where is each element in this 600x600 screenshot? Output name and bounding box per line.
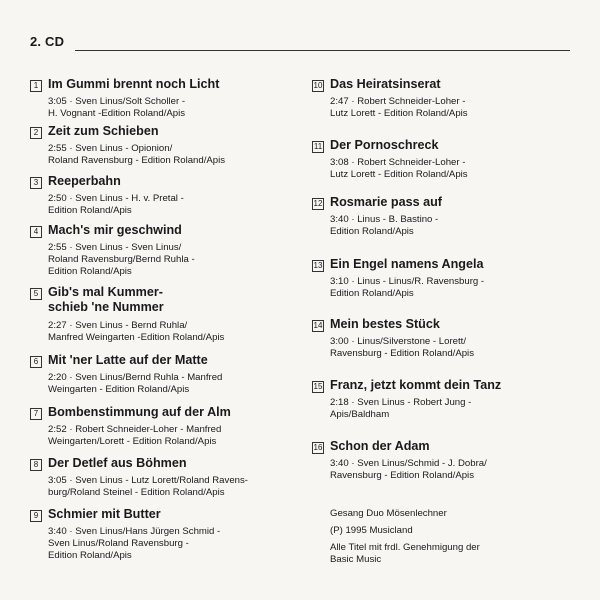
track-number: 3 [30, 177, 42, 189]
track-title: Der Detlef aus Böhmen [48, 456, 187, 470]
track-number: 6 [30, 356, 42, 368]
track-credits: 2:55 · Sven Linus - Opionion/ Roland Ravensburg - Edition Roland/Apis [48, 143, 226, 166]
cd-header [30, 34, 570, 56]
footer-copyright: (P) 1995 Musicland [330, 525, 413, 536]
footer-notes [330, 508, 480, 566]
track-title: Reeperbahn [48, 174, 121, 188]
track-number: 8 [30, 459, 42, 471]
track-number: 13 [313, 261, 323, 270]
footer-vocals: Gesang Duo Mösenlechner [330, 508, 447, 519]
track-credits: 2:18 · Sven Linus - Robert Jung - Apis/Baldham [330, 397, 472, 420]
track-number: 9 [30, 510, 42, 522]
track-credits: 3:40 · Sven Linus/Hans Jürgen Schmid - Sven Linus/Roland Ravensburg - Edition Roland/Apis [48, 526, 221, 561]
track-number: 2 [30, 127, 42, 139]
track-title: Schmier mit Butter [48, 507, 161, 521]
track-title: Mein bestes Stück [330, 317, 440, 331]
track-credits: 2:50 · Sven Linus - H. v. Pretal - Edition Roland/Apis [48, 193, 184, 216]
track-credits: 2:55 · Sven Linus - Sven Linus/ Roland Ravensburg/Bernd Ruhla - Edition Roland/Apis [48, 242, 195, 277]
track-title: Schon der Adam [330, 439, 430, 453]
track-title: Franz, jetzt kommt dein Tanz [330, 378, 502, 392]
track-number: 14 [313, 321, 323, 330]
track-number: 1 [30, 80, 42, 92]
track-number: 4 [30, 226, 42, 238]
track-number: 10 [313, 81, 323, 90]
track-credits: 3:08 · Robert Schneider-Loher - Lutz Lorett - Edition Roland/Apis [330, 157, 468, 180]
track-credits: 2:52 · Robert Schneider-Loher - Manfred Weingarten/Lorett - Edition Roland/Apis [48, 424, 222, 447]
footer-permission: Alle Titel mit frdl. Genehmigung der [330, 542, 480, 553]
track-credits: 3:10 · Linus - Linus/R. Ravensburg - Edition Roland/Apis [330, 276, 485, 299]
track-credits: 3:40 · Linus - B. Bastino - Edition Roland/Apis [330, 214, 439, 237]
track-credits: 3:05 · Sven Linus - Lutz Lorett/Roland Ravens- burg/Roland Steinel - Edition Roland/Apis [48, 475, 248, 498]
track-credits: 3:40 · Sven Linus/Schmid - J. Dobra/ Ravensburg - Edition Roland/Apis [330, 458, 487, 481]
track-number: 16 [313, 443, 323, 452]
track-credits: 3:05 · Sven Linus/Solt Scholler - H. Vognant -Edition Roland/Apis [48, 96, 186, 119]
track-title: Mach's mir geschwind [48, 223, 182, 237]
track-number: 5 [30, 288, 42, 300]
track-title: Der Pornoschreck [330, 138, 439, 152]
cd-label: 2. CD [30, 34, 65, 49]
track-title: Im Gummi brennt noch Licht [48, 77, 220, 91]
track-title: Das Heiratsinserat [330, 77, 441, 91]
track-title: Rosmarie pass auf [330, 195, 442, 209]
track-title: Bombenstimmung auf der Alm [48, 405, 231, 419]
track-title: Gib's mal Kummer- schieb 'ne Nummer [48, 285, 164, 314]
track-title: Mit 'ner Latte auf der Matte [48, 353, 208, 367]
track-number: 7 [30, 408, 42, 420]
track-credits: 3:00 · Linus/Silverstone - Lorett/ Ravensburg - Edition Roland/Apis [330, 336, 474, 359]
track-credits: 2:47 · Robert Schneider-Loher - Lutz Lorett - Edition Roland/Apis [330, 96, 468, 119]
track-title: Zeit zum Schieben [48, 124, 159, 138]
track-number: 11 [313, 142, 323, 151]
track-credits: 2:20 · Sven Linus/Bernd Ruhla - Manfred Weingarten - Edition Roland/Apis [48, 372, 223, 395]
track-credits: 2:27 · Sven Linus - Bernd Ruhla/ Manfred Weingarten -Edition Roland/Apis [48, 320, 225, 343]
track-number: 12 [313, 199, 323, 208]
header-rule [75, 50, 570, 51]
track-number: 15 [313, 382, 323, 391]
footer-permission-publisher: Basic Music [330, 554, 382, 565]
track-title: Ein Engel namens Angela [330, 257, 484, 271]
